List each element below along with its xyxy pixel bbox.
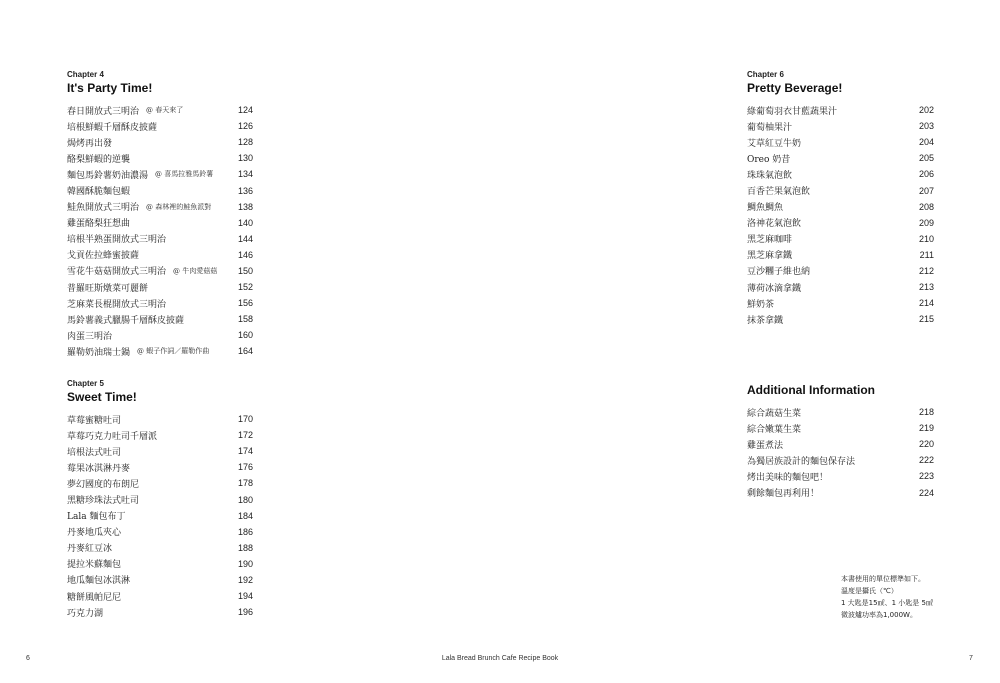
- toc-entry[interactable]: [747, 436, 934, 452]
- toc-entry[interactable]: [67, 295, 253, 311]
- toc-entry-text: [67, 120, 157, 133]
- toc-entry-text: [67, 184, 130, 197]
- toc-entry[interactable]: [67, 150, 253, 166]
- toc-entry-page-number: 211: [919, 249, 934, 260]
- toc-entry-text: [67, 606, 103, 619]
- toc-entry-title: 丹麥紅豆冰: [67, 544, 113, 555]
- toc-entry-text: [67, 345, 209, 358]
- toc-entry[interactable]: [67, 231, 253, 247]
- toc-entry-page-number: 164: [237, 346, 253, 357]
- toc-entry[interactable]: [747, 311, 934, 327]
- toc-entry-title: Oreo 奶昔: [747, 154, 791, 165]
- toc-entry[interactable]: [747, 484, 934, 500]
- footnote-line: 1 大匙是15㎖、1 小匙是 5㎖: [841, 599, 933, 607]
- toc-entry-text: [67, 264, 217, 277]
- toc-entry-title: 烤出美味的麵包吧！: [747, 472, 829, 483]
- toc-entry-page-number: 126: [237, 121, 253, 132]
- toc-entry[interactable]: [747, 263, 934, 279]
- toc-entry-title: 黑芝麻拿鐵: [747, 251, 793, 262]
- toc-entry-page-number: 130: [237, 153, 253, 164]
- chapter-label: Chapter 6: [747, 70, 784, 79]
- toc-entry-text: [747, 184, 810, 197]
- toc-entry-text: [67, 200, 211, 213]
- toc-entry-text: [67, 216, 130, 229]
- toc-entry-text: [67, 152, 130, 165]
- right-page-number: 7: [969, 655, 973, 662]
- toc-entry-title: 綠葡萄羽衣甘藍蔬果汁: [747, 106, 838, 117]
- toc-entry-page-number: 209: [918, 217, 934, 228]
- toc-entry[interactable]: [747, 295, 934, 311]
- toc-entry[interactable]: [67, 475, 253, 491]
- toc-entry-title: 草莓蜜糖吐司: [67, 415, 122, 426]
- toc-entry-title: 珠珠氣泡飲: [747, 170, 793, 181]
- toc-entry-page-number: 192: [237, 574, 253, 585]
- toc-entry-text: [67, 248, 139, 261]
- toc-entry-text: [747, 152, 790, 165]
- toc-entry[interactable]: [747, 134, 934, 150]
- toc-entry-text: [67, 573, 130, 586]
- toc-entry-page-number: 170: [237, 414, 253, 425]
- toc-entry-note: @ 森林裡的鮭魚派對: [146, 202, 212, 211]
- toc-entry-text: [67, 477, 139, 490]
- toc-entry-title: 培根鮮蝦千層酥皮披薩: [67, 122, 158, 133]
- toc-entry-text: [67, 232, 166, 245]
- toc-entry-text: [747, 168, 792, 181]
- toc-entry-page-number: 178: [237, 478, 253, 489]
- toc-entry-page-number: 188: [237, 542, 253, 553]
- toc-section-chapter-4: [67, 70, 253, 360]
- toc-entry-text: [747, 406, 801, 419]
- toc-entry-text: [67, 493, 139, 506]
- toc-entry-text: [67, 136, 112, 149]
- toc-entry-title: 戈貢佐拉蜂蜜披薩: [67, 251, 140, 262]
- toc-entry-text: [747, 136, 801, 149]
- toc-entry[interactable]: [67, 327, 253, 343]
- toc-entry-note: @ 喜馬拉雅馬鈴薯: [155, 170, 214, 179]
- toc-entry[interactable]: [67, 279, 253, 295]
- toc-entry-note: @ 春天來了: [146, 106, 184, 115]
- toc-entry-page-number: 190: [237, 558, 253, 569]
- toc-entry[interactable]: [747, 452, 934, 468]
- toc-entry-title: 芝麻菜長棍開放式三明治: [67, 299, 167, 310]
- toc-entry-page-number: 158: [237, 314, 253, 325]
- toc-entry[interactable]: [67, 459, 253, 475]
- toc-entry-text: [747, 264, 810, 277]
- toc-entry-text: [67, 313, 184, 326]
- toc-entry-title: 雞蛋煮法: [747, 440, 784, 451]
- toc-entry[interactable]: [747, 102, 934, 118]
- toc-entry-title: 鮮奶茶: [747, 299, 775, 310]
- toc-entry-text: [67, 590, 121, 603]
- toc-entry[interactable]: [747, 215, 934, 231]
- toc-entry[interactable]: [747, 468, 934, 484]
- toc-entry-title: 麵包馬鈴薯奶油濃湯: [67, 170, 149, 181]
- toc-entry-title: 艾草紅豆牛奶: [747, 138, 802, 149]
- toc-entry-page-number: 150: [237, 265, 253, 276]
- toc-entry[interactable]: [67, 215, 253, 231]
- toc-entry-page-number: 214: [918, 298, 934, 309]
- toc-entry-page-number: 215: [918, 314, 934, 325]
- toc-entry-title: 肉蛋三明治: [67, 331, 113, 342]
- chapter-label: Chapter 4: [67, 70, 104, 79]
- book-title-footer: Lala Bread Brunch Cafe Recipe Book: [441, 655, 559, 662]
- toc-entry-title: 黑糖珍珠法式吐司: [67, 496, 140, 507]
- toc-entry-page-number: 204: [918, 137, 934, 148]
- footnote-line: 本書使用的單位標準如下。: [841, 575, 925, 583]
- toc-entry-text: [747, 232, 792, 245]
- toc-entry-text: [67, 557, 121, 570]
- toc-entry-title: 提拉米蘇麵包: [67, 560, 122, 571]
- toc-entry-text: [747, 120, 792, 133]
- toc-list: [747, 404, 934, 501]
- toc-entry[interactable]: [747, 247, 934, 263]
- toc-entry[interactable]: [67, 604, 253, 620]
- toc-entry-page-number: 160: [237, 330, 253, 341]
- toc-entry-title: 丹麥地瓜夾心: [67, 528, 122, 539]
- toc-entry-title: 馬鈴薯義式臘腸千層酥皮披薩: [67, 315, 185, 326]
- toc-entry-title: 黑芝麻咖啡: [747, 235, 793, 246]
- toc-entry[interactable]: [747, 166, 934, 182]
- toc-entry-page-number: 174: [237, 446, 253, 457]
- toc-entry[interactable]: [67, 524, 253, 540]
- toc-entry-page-number: 206: [918, 169, 934, 180]
- toc-entry-title: 綜合蔬菇生菜: [747, 408, 802, 419]
- section-title: Sweet Time!: [67, 390, 137, 404]
- toc-entry-text: [67, 297, 166, 310]
- toc-list: [67, 102, 253, 360]
- toc-entry-title: 雞蛋酪梨狂想曲: [67, 219, 131, 230]
- toc-entry[interactable]: [67, 491, 253, 507]
- toc-entry[interactable]: [747, 150, 934, 166]
- toc-entry[interactable]: [747, 279, 934, 295]
- toc-entry-page-number: 202: [918, 105, 934, 116]
- toc-entry-text: [747, 422, 801, 435]
- toc-entry-text: [67, 461, 130, 474]
- toc-entry[interactable]: [67, 166, 253, 182]
- chapter-label: Chapter 5: [67, 379, 104, 388]
- toc-entry[interactable]: [747, 199, 934, 215]
- toc-entry[interactable]: [67, 508, 253, 524]
- toc-entry-page-number: 194: [237, 591, 253, 602]
- toc-entry-page-number: 152: [237, 282, 253, 293]
- toc-entry[interactable]: [67, 556, 253, 572]
- toc-entry-title: 培根半熟蛋開放式三明治: [67, 235, 167, 246]
- section-title: It's Party Time!: [67, 81, 153, 95]
- toc-entry[interactable]: [67, 311, 253, 327]
- toc-entry-text: [67, 509, 125, 522]
- toc-entry-page-number: 213: [918, 282, 934, 293]
- toc-entry-text: [67, 104, 183, 117]
- toc-entry-title: 巧克力湖: [67, 608, 104, 619]
- toc-entry-text: [67, 525, 121, 538]
- toc-section-chapter-5: [67, 379, 253, 620]
- toc-entry[interactable]: [67, 134, 253, 150]
- toc-entry-page-number: 205: [918, 153, 934, 164]
- toc-entry-page-number: 186: [237, 526, 253, 537]
- toc-entry-page-number: 124: [237, 105, 253, 116]
- toc-entry-page-number: 184: [237, 510, 253, 521]
- toc-entry[interactable]: [67, 540, 253, 556]
- toc-entry-text: [67, 429, 157, 442]
- toc-entry-note: @ 牛肉愛菇菇: [173, 266, 218, 275]
- toc-entry-title: 雪花牛菇菇開放式三明治: [67, 267, 167, 278]
- toc-entry-title: 酪梨鮮蝦的逆襲: [67, 154, 131, 165]
- toc-section-additional-info: [747, 382, 934, 501]
- footnote-line: 溫度是攝氏（℃）: [841, 587, 898, 595]
- units-footnote: [841, 573, 933, 621]
- toc-entry-page-number: 210: [918, 233, 934, 244]
- toc-entry-text: [747, 281, 801, 294]
- toc-entry-title: Lala 麵包布丁: [67, 512, 126, 523]
- toc-entry-text: [747, 297, 774, 310]
- toc-entry[interactable]: [67, 118, 253, 134]
- toc-entry-page-number: 222: [918, 455, 934, 466]
- toc-entry-title: 莓果冰淇淋丹麥: [67, 463, 131, 474]
- toc-entry-title: 普羅旺斯燉菜可麗餅: [67, 283, 149, 294]
- toc-entry-title: 地瓜麵包冰淇淋: [67, 576, 131, 587]
- toc-entry-page-number: 146: [237, 249, 253, 260]
- toc-entry-title: 薄荷冰滴拿鐵: [747, 283, 802, 294]
- toc-entry-title: 草莓巧克力吐司千層派: [67, 431, 158, 442]
- toc-entry-text: [747, 313, 783, 326]
- toc-entry[interactable]: [67, 588, 253, 604]
- toc-entry-text: [747, 486, 819, 499]
- toc-entry-text: [67, 541, 112, 554]
- section-title: Pretty Beverage!: [747, 81, 843, 95]
- toc-entry-title: 綜合嫩葉生菜: [747, 424, 802, 435]
- toc-entry[interactable]: [747, 231, 934, 247]
- toc-entry[interactable]: [747, 404, 934, 420]
- toc-entry-text: [747, 104, 837, 117]
- toc-entry[interactable]: [67, 247, 253, 263]
- toc-entry-title: 羅勒奶油瑞士鍋: [67, 347, 131, 358]
- toc-entry[interactable]: [747, 420, 934, 436]
- toc-entry-title: 韓國酥脆麵包蝦: [67, 187, 131, 198]
- toc-entry-page-number: 219: [918, 423, 934, 434]
- toc-list: [67, 411, 253, 620]
- toc-entry-page-number: 208: [918, 201, 934, 212]
- toc-entry-text: [67, 329, 112, 342]
- toc-entry-page-number: 138: [237, 201, 253, 212]
- toc-entry-text: [747, 200, 783, 213]
- toc-entry-page-number: 224: [918, 487, 934, 498]
- toc-section-chapter-6: [747, 70, 934, 327]
- toc-entry[interactable]: [67, 572, 253, 588]
- toc-entry[interactable]: [67, 343, 253, 359]
- toc-entry-page-number: 218: [918, 407, 934, 418]
- toc-entry-text: [747, 248, 792, 261]
- toc-entry-text: [67, 281, 148, 294]
- toc-entry-page-number: 220: [918, 439, 934, 450]
- toc-entry-title: 抹茶拿鐵: [747, 315, 784, 326]
- toc-entry-page-number: 203: [918, 121, 934, 132]
- toc-list: [747, 102, 934, 327]
- footnote-line: 微波爐功率為1,000W。: [841, 611, 917, 619]
- toc-entry[interactable]: [67, 263, 253, 279]
- left-page-number: 6: [26, 655, 30, 662]
- toc-entry[interactable]: [67, 443, 253, 459]
- toc-entry-page-number: 134: [237, 169, 253, 180]
- toc-entry-title: 剩餘麵包再利用！: [747, 489, 820, 500]
- toc-entry[interactable]: [67, 199, 253, 215]
- toc-entry-title: 培根法式吐司: [67, 447, 122, 458]
- toc-entry-title: 焗烤再出發: [67, 138, 113, 149]
- toc-entry-page-number: 223: [918, 471, 934, 482]
- toc-entry-page-number: 156: [237, 298, 253, 309]
- toc-entry-page-number: 212: [918, 265, 934, 276]
- toc-entry-title: 鮭魚開放式三明治: [67, 203, 140, 214]
- toc-entry-title: 豆沙糰子維也納: [747, 267, 811, 278]
- toc-entry-title: 糖餅風帕尼尼: [67, 592, 122, 603]
- toc-entry[interactable]: [67, 102, 253, 118]
- toc-entry-title: 百香芒果氣泡飲: [747, 187, 811, 198]
- toc-entry-text: [67, 413, 121, 426]
- toc-entry-page-number: 172: [237, 430, 253, 441]
- toc-entry[interactable]: [67, 182, 253, 198]
- toc-entry[interactable]: [67, 427, 253, 443]
- toc-entry-title: 為獨居族設計的麵包保存法: [747, 456, 856, 467]
- toc-entry-text: [67, 445, 121, 458]
- section-title: Additional Information: [747, 383, 875, 397]
- toc-entry-page-number: 136: [237, 185, 253, 196]
- toc-entry-page-number: 180: [237, 494, 253, 505]
- toc-entry-title: 春日開放式三明治: [67, 106, 140, 117]
- toc-entry[interactable]: [747, 118, 934, 134]
- toc-entry-page-number: 140: [237, 217, 253, 228]
- toc-entry-text: [747, 216, 801, 229]
- toc-entry-page-number: 144: [237, 233, 253, 244]
- toc-entry-title: 鯛魚鯛魚: [747, 203, 784, 214]
- toc-entry-text: [747, 470, 828, 483]
- toc-entry-note: @ 蝦子作詞／羅勒作曲: [137, 347, 210, 356]
- toc-entry-text: [67, 168, 213, 181]
- toc-entry-page-number: 207: [918, 185, 934, 196]
- toc-entry[interactable]: [67, 411, 253, 427]
- toc-entry-text: [747, 454, 855, 467]
- toc-entry[interactable]: [747, 182, 934, 198]
- toc-entry-title: 夢幻國度的布朗尼: [67, 479, 140, 490]
- toc-entry-title: 葡萄柚果汁: [747, 122, 793, 133]
- toc-entry-title: 洛神花氣泡飲: [747, 219, 802, 230]
- toc-entry-page-number: 128: [237, 137, 253, 148]
- toc-entry-text: [747, 438, 783, 451]
- toc-entry-page-number: 176: [237, 462, 253, 473]
- toc-entry-page-number: 196: [237, 607, 253, 618]
